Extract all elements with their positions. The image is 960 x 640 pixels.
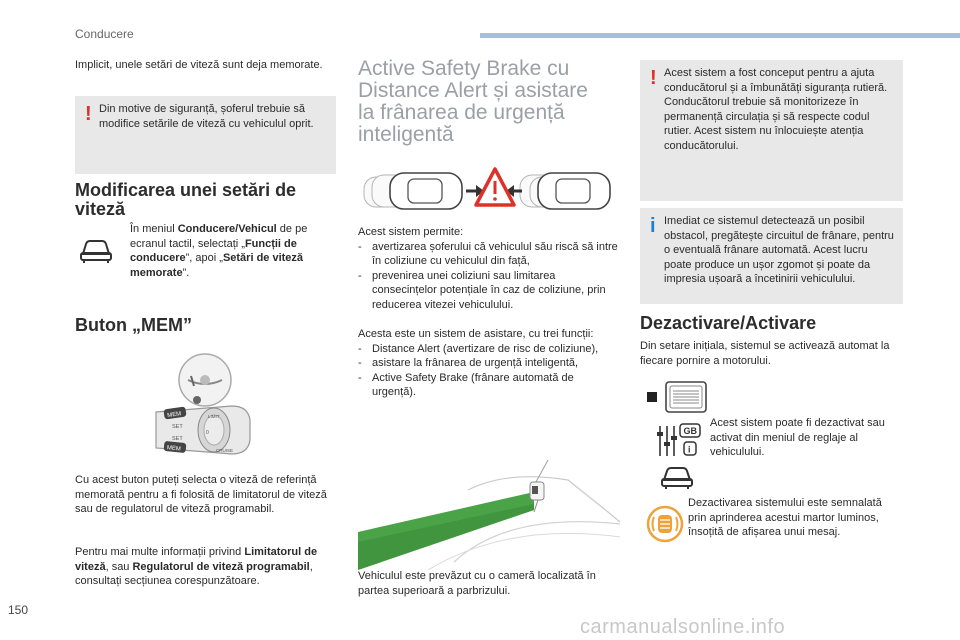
warning-exclamation-icon: ! [85,103,92,125]
instr-part: ”. [182,266,190,279]
cruise-control-ref: Regulatorul de viteză programabil [132,560,310,573]
system-warning-note [640,60,903,201]
cruise-lever-illustration [150,350,265,465]
list-item: - Active Safety Brake (frânare automată de urgență). [358,371,620,400]
camera-location-text: Vehiculul este prevăzut cu o cameră localizată în partea superioară a parbrizului. [358,570,596,597]
asb-functions [358,327,620,400]
deactivation-method-text: Acest sistem poate fi dezactivat sau activat din meniul de reglaje al vehiculului. [710,417,885,458]
section-title-mem-button: Buton „MEM” [75,315,192,335]
asb-capabilities [358,225,620,312]
option-name: Setări de viteză memorate [130,252,304,279]
list-item: - Distance Alert (avertizare de risc de coliziune), [358,342,620,357]
more-info-text [75,545,335,589]
lever-limit-label: LIMIT [208,414,220,419]
touchscreen-menu-icon [646,380,710,416]
section-title-modify-speed: Modificarea unei setări de viteză [75,180,297,219]
windshield-camera-illustration [358,452,620,570]
section-header: Conducere [75,27,134,41]
info-part: Pentru mai multe informații privind [75,546,245,558]
lever-cruise-label: CRUISE [216,448,234,453]
instr-part: În meniul [130,223,178,235]
info-part: , consultați secțiunea corespunzătoare. [75,560,313,587]
lever-mem-label-bottom: MEM [166,445,182,453]
lever-set-plus-label: SET [172,424,183,430]
section-title-deactivation: Dezactivare/Activare [640,313,817,333]
info-text: Imediat ce sistemul detectează un posibil obstacol, pregătește circuitul de frânare, pentru o eventuală frânare automată. Acest lucru poate produce un ușor zgomot și poate da impresia ușoară a încetinirii vehiculului. [664,215,894,285]
collision-warning-illustration [360,163,620,219]
deactivation-intro: Din setare inițiala, sistemul se activează automat la fiecare pornire a motorului. [640,340,890,367]
system-warning-text: Acest sistem a fost conceput pentru a ajuta conducătorul și a îmbunătăți siguranța rutieră. Conducătorul trebuie să monitorizeze în permanență circulația și să respecte codul rutier. Acest sistem nu înlocuiește atenția conducătorului. [664,67,888,152]
info-i-label: i [688,444,691,455]
car-icon [658,463,696,491]
warning-lamp-text: Dezactivarea sistemului este semnalată prin aprinderea acestui martor luminos, însoțită de afișarea unui mesaj. [688,497,882,538]
lever-set-minus-label: SET [172,436,183,442]
warning-exclamation-icon: ! [650,67,657,89]
asb-off-warning-lamp-icon [646,505,684,543]
info-icon: i [650,215,656,237]
warning-text: Din motive de siguranță, șoferul trebuie să modifice setările de viteză cu vehiculul oprit. [99,103,314,130]
lever-zero-label: 0 [206,430,209,436]
watermark: carmanualsonline.info [580,616,786,638]
page-number: 150 [8,603,29,617]
list-item: - prevenirea unei coliziuni sau limitarea consecințelor potențiale în caz de coliziune, prin reducerea vitezei vehiculului. [358,269,620,313]
settings-sliders-icon [656,422,702,458]
instr-part: de pe ecranul tactil, selectați „ [130,223,308,250]
instr-part: ”, apoi „ [185,252,223,264]
header-accent-bar [480,33,960,38]
mem-button-description: Cu acest buton puteți selecta o viteză de referință memorată pentru a fi folosită de limitatorul de viteză sau de regulatorul de viteză programabil. [75,474,327,515]
asb-functions-intro: Acesta este un sistem de asistare, cu trei funcții: [358,328,594,340]
list-item: - asistare la frânarea de urgență inteligentă, [358,356,620,371]
lever-mem-label-top: MEM [166,411,182,420]
intro-text: Implicit, unele setări de viteză sunt deja memorate. [75,59,323,71]
modify-speed-instructions [130,222,337,280]
menu-name: Conducere/Vehicul [177,223,277,235]
speed-limiter-ref: Limitatorul de viteză [75,546,318,573]
info-part: , sau [105,560,133,573]
option-name: Funcții de conducere [130,237,297,264]
car-settings-icon [75,232,117,266]
list-item: - avertizarea șoferului că vehiculul său riscă să intre în coliziune cu vehiculul din față, [358,240,620,269]
gb-language-label: GB [683,426,697,436]
asb-section-title: Active Safety Brake cu Distance Alert și asistare la frânarea de urgență inteligentă [358,57,588,146]
info-note [640,208,903,304]
asb-intro: Acest sistem permite: [358,226,464,238]
warning-note [75,96,336,174]
